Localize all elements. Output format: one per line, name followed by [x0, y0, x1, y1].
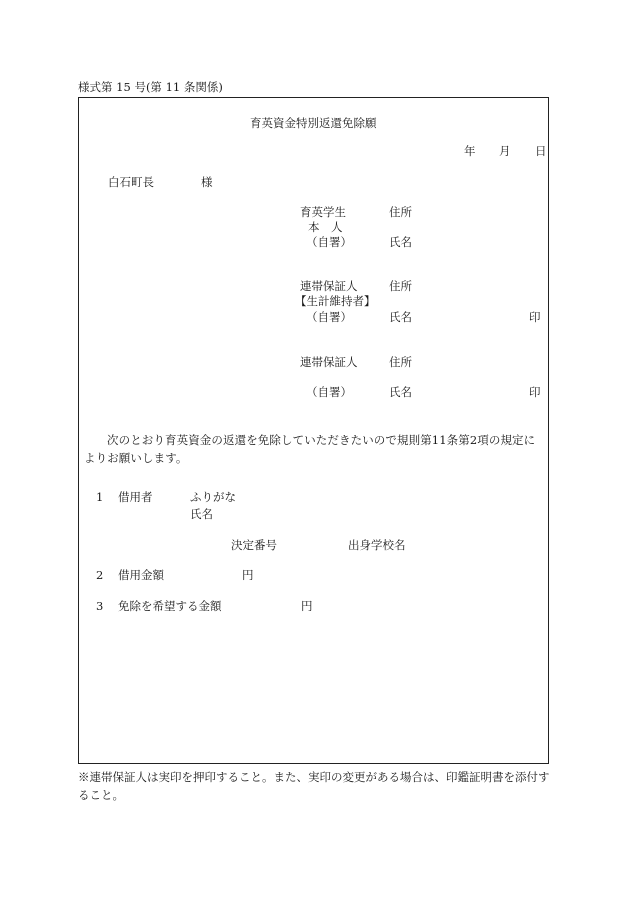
guarantor2-seal: 印 — [529, 385, 541, 399]
date-day: 日 — [535, 144, 547, 158]
guarantor2-role: 連帯保証人 — [300, 355, 358, 369]
date-month: 月 — [499, 144, 511, 158]
form-title: 育英資金特別返還免除願 — [250, 116, 377, 130]
applicant-role-sub: 本 人 — [308, 220, 343, 234]
form-number: 様式第 15 号(第 11 条関係) — [78, 80, 223, 94]
guarantor1-role: 連帯保証人 — [300, 279, 358, 293]
date-year: 年 — [464, 144, 476, 158]
addressee-name: 白石町長 — [108, 175, 154, 189]
item3-number: 3 — [96, 599, 104, 613]
guarantor1-seal: 印 — [529, 310, 541, 324]
item1-decision-number-label: 決定番号 — [231, 538, 277, 552]
guarantor1-address-label: 住所 — [389, 279, 412, 293]
item3-label: 免除を希望する金額 — [118, 599, 222, 613]
guarantor2-name-label: 氏名 — [389, 385, 412, 399]
item1-number: 1 — [96, 490, 104, 504]
request-paragraph — [84, 432, 546, 468]
applicant-role: 育英学生 — [300, 205, 346, 219]
item2-unit: 円 — [242, 568, 254, 582]
item1-furigana-label: ふりがな — [190, 490, 236, 504]
guarantor1-name-label: 氏名 — [389, 310, 412, 324]
item2-number: 2 — [96, 568, 104, 582]
applicant-address-label: 住所 — [389, 205, 412, 219]
guarantor2-signature-note: （自署） — [306, 385, 352, 399]
guarantor1-signature-note: （自署） — [306, 310, 352, 324]
item1-school-label: 出身学校名 — [348, 538, 406, 552]
item1-label: 借用者 — [118, 490, 153, 504]
form-frame — [78, 97, 549, 764]
item3-unit: 円 — [301, 599, 313, 613]
applicant-signature-note: （自署） — [306, 235, 352, 249]
request-text: 次のとおり育英資金の返還を免除していただきたいので規則第11条第2項の規定によりお願いします。 — [84, 433, 536, 465]
addressee-honorific: 様 — [201, 175, 213, 189]
guarantor2-address-label: 住所 — [389, 355, 412, 369]
guarantor1-role-sub: 【生計維持者】 — [295, 294, 376, 308]
item2-label: 借用金額 — [118, 568, 164, 582]
item1-name-label: 氏名 — [190, 507, 213, 521]
applicant-name-label: 氏名 — [389, 235, 412, 249]
footnote: ※連帯保証人は実印を押印すること。また、実印の変更がある場合は、印鑑証明書を添付すること。 — [78, 770, 550, 803]
